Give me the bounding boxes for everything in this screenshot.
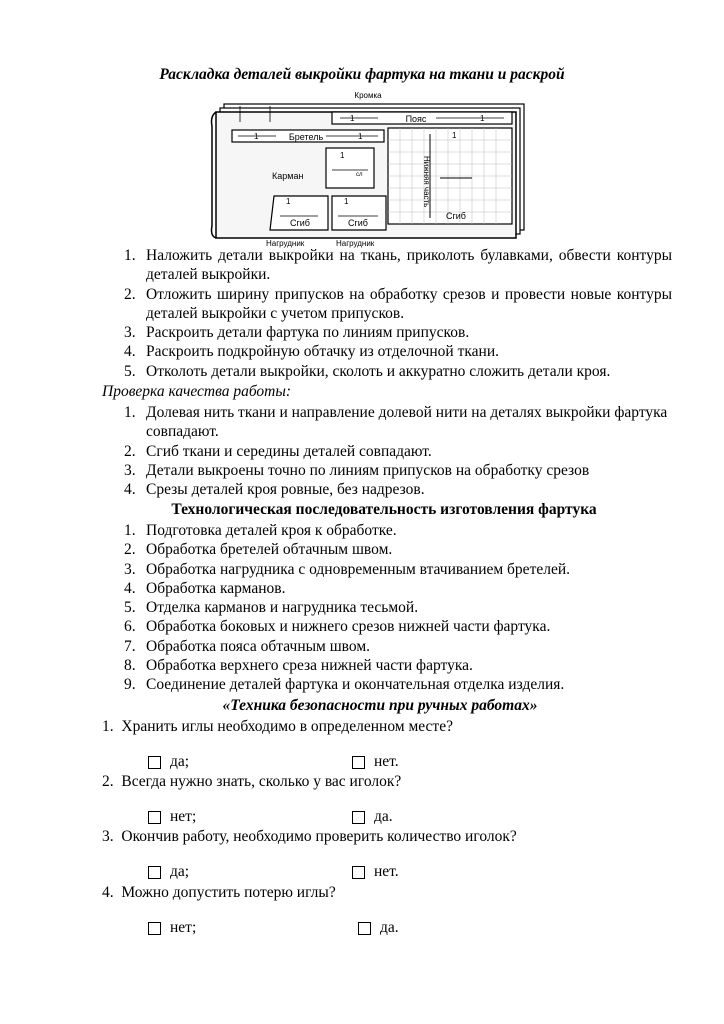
list-item: 1. Подготовка деталей кроя к обработке. xyxy=(124,522,397,539)
sequence-list xyxy=(124,521,672,695)
sequence-heading: Технологическая последовательность изготовления фартука xyxy=(171,501,597,518)
pocket-label: Карман xyxy=(272,171,304,181)
list-item: 4. Обработка карманов. xyxy=(124,579,286,597)
quality-list xyxy=(124,403,672,499)
pocket-fold: сл xyxy=(356,172,363,178)
lower-count: 1 xyxy=(452,131,457,140)
checkbox[interactable] xyxy=(352,866,365,879)
checkbox[interactable] xyxy=(148,866,161,879)
list-item: 9. Соединение деталей фартука и окончательная отделка изделия. xyxy=(124,676,565,694)
safety-heading: «Техника безопасности при ручных работах» xyxy=(222,697,538,714)
list-item: 2. Отложить ширину припусков на обработку срезов и провести новые контуры деталей выкройки с учетом припусков. xyxy=(124,285,672,322)
lower-fold-label: Сгиб xyxy=(446,211,466,221)
q2-option-2[interactable]: да. xyxy=(352,808,393,826)
belt-count-2: 1 xyxy=(480,114,485,123)
q3-option-2[interactable]: нет. xyxy=(352,863,399,881)
pocket-count: 1 xyxy=(340,151,345,160)
list-item: 8. Обработка верхнего среза нижней части фартука. xyxy=(124,657,473,675)
bib-label-2: Нагрудник xyxy=(336,239,375,248)
checkbox[interactable] xyxy=(352,756,365,769)
q1-option-1[interactable]: да; xyxy=(148,753,189,771)
list-item: 2. Обработка бретелей обтачным швом. xyxy=(124,541,393,559)
bib2-fold: Сгиб xyxy=(348,218,368,228)
diagram-title: Раскладка деталей выкройки фартука на ткани и раскрой xyxy=(159,66,565,83)
q3-option-1[interactable]: да; xyxy=(148,863,189,881)
selvage-label: Кромка xyxy=(354,91,382,100)
list-item: 3. Обработка нагрудника с одновременным втачиванием бретелей. xyxy=(124,560,571,578)
checkbox[interactable] xyxy=(352,811,365,824)
strap-count-2: 1 xyxy=(358,132,363,141)
bib2-count: 1 xyxy=(344,197,349,206)
question-1: 1. Хранить иглы необходимо в определенном месте? xyxy=(102,718,453,735)
strap-count: 1 xyxy=(254,132,259,141)
checkbox[interactable] xyxy=(148,811,161,824)
list-item: 4. Срезы деталей кроя ровные, без надрезов. xyxy=(124,481,425,499)
list-item: 1. Наложить детали выкройки на ткань, приколоть булавками, обвести контуры деталей выкройки. xyxy=(124,247,672,284)
list-item: 6. Обработка боковых и нижнего срезов нижней части фартука. xyxy=(124,618,551,636)
cutting-steps-list xyxy=(124,246,672,381)
lower-part-piece xyxy=(388,128,512,224)
list-item: 3. Раскроить детали фартука по линиям припусков. xyxy=(124,324,470,342)
list-item: 5. Отделка карманов и нагрудника тесьмой. xyxy=(124,599,419,617)
checkbox[interactable] xyxy=(358,922,371,935)
belt-label: Пояс xyxy=(405,114,427,124)
bib1-fold: Сгиб xyxy=(290,218,310,228)
q2-option-1[interactable]: нет; xyxy=(148,808,196,826)
checkbox[interactable] xyxy=(148,922,161,935)
question-2: 2. Всегда нужно знать, сколько у вас иголок? xyxy=(102,773,402,790)
bib-label-1: Нагрудник xyxy=(266,239,305,248)
quality-heading: Проверка качества работы: xyxy=(102,383,292,400)
question-4: 4. Можно допустить потерю иглы? xyxy=(102,884,336,901)
lower-part-label: Нижняя часть xyxy=(422,156,431,208)
strap-label: Бретель xyxy=(288,132,324,142)
apron-layout-diagram xyxy=(208,86,528,250)
bib1-count: 1 xyxy=(286,197,291,206)
belt-count: 1 xyxy=(350,114,355,123)
list-item: 3. Детали выкроены точно по линиям припусков на обработку срезов xyxy=(124,461,590,479)
q1-option-2[interactable]: нет. xyxy=(352,753,399,771)
list-item: 1. Долевая нить ткани и направление долевой нити на деталях выкройки фартука совпадают. xyxy=(124,404,668,441)
q4-option-1[interactable]: нет; xyxy=(148,919,196,937)
checkbox[interactable] xyxy=(148,756,161,769)
list-item: 2. Сгиб ткани и середины деталей совпадают. xyxy=(124,442,432,460)
list-item: 4. Раскроить подкройную обтачку из отделочной ткани. xyxy=(124,343,500,361)
list-item: 5. Отколоть детали выкройки, сколоть и аккуратно сложить детали кроя. xyxy=(124,362,611,380)
bib-piece-2 xyxy=(332,196,386,230)
list-item: 7. Обработка пояса обтачным швом. xyxy=(124,637,371,655)
bib-piece-1 xyxy=(270,196,328,230)
question-3: 3. Окончив работу, необходимо проверить количество иголок? xyxy=(102,828,517,845)
q4-option-2[interactable]: да. xyxy=(358,919,399,937)
